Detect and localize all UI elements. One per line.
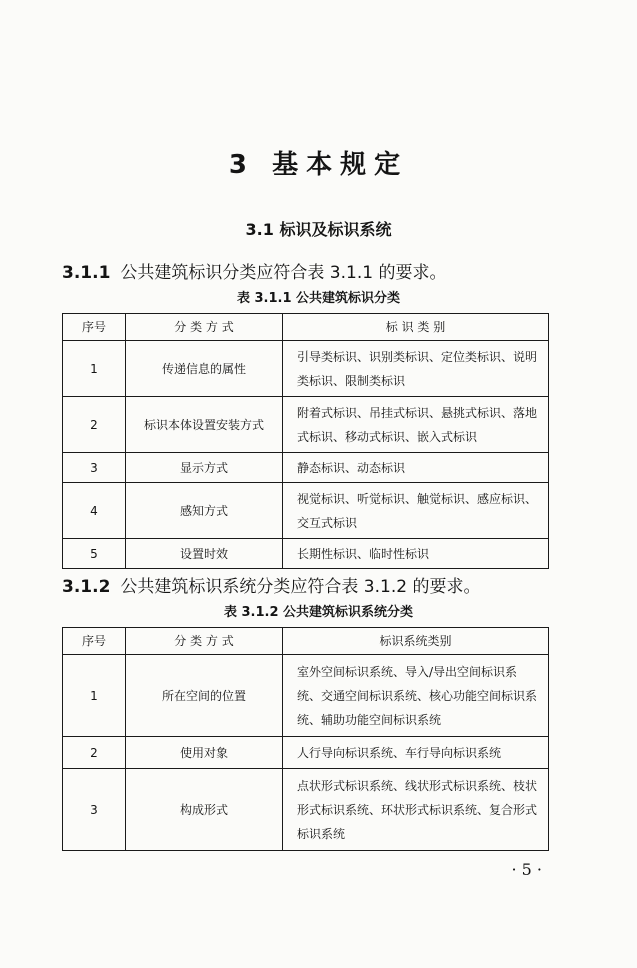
- table-cell: 所在空间的位置: [126, 655, 283, 737]
- section-title: 3.1 标识及标识系统: [245, 220, 392, 239]
- table-cell: 1: [63, 655, 126, 737]
- table-row: [63, 341, 549, 397]
- table-header-row: [63, 628, 549, 655]
- table-cell: 构成形式: [126, 769, 283, 851]
- table-cell: 设置时效: [126, 539, 283, 569]
- table-cell: 长期性标识、临时性标识: [283, 539, 549, 569]
- table-caption: 表 3.1.1 公共建筑标识分类: [236, 291, 401, 306]
- table-cell: 3: [63, 769, 126, 851]
- table-cell: 视觉标识、听觉标识、触觉标识、感应标识、交互式标识: [283, 483, 549, 539]
- table-cell: 使用对象: [126, 737, 283, 769]
- table-cell: 2: [63, 737, 126, 769]
- header-cell: 序号: [63, 628, 126, 655]
- table-row: [63, 453, 549, 483]
- header-cell: 分 类 方 式: [126, 314, 283, 341]
- table-cell: 5: [63, 539, 126, 569]
- table-caption: 表 3.1.2 公共建筑标识系统分类: [223, 605, 414, 620]
- table-cell: 感知方式: [126, 483, 283, 539]
- page-number: · 5 ·: [511, 860, 542, 879]
- table-3-1-2: [62, 627, 549, 851]
- table-cell: 1: [63, 341, 126, 397]
- chapter-title: 3 基本规定: [228, 150, 409, 180]
- table-3-1-1: [62, 313, 549, 569]
- table-cell: 显示方式: [126, 453, 283, 483]
- table-row: [63, 483, 549, 539]
- table-row: [63, 539, 549, 569]
- table-cell: 附着式标识、吊挂式标识、悬挑式标识、落地式标识、移动式标识、嵌入式标识: [283, 397, 549, 453]
- table-cell: 引导类标识、识别类标识、定位类标识、说明类标识、限制类标识: [283, 341, 549, 397]
- table-row: [63, 655, 549, 737]
- table-cell: 4: [63, 483, 126, 539]
- header-cell: 序号: [63, 314, 126, 341]
- table-cell: 传递信息的属性: [126, 341, 283, 397]
- table-cell: 点状形式标识系统、线状形式标识系统、枝状形式标识系统、环状形式标识系统、复合形式标识系统: [283, 769, 549, 851]
- clause-number: 3.1.1: [62, 263, 111, 283]
- clause-number: 3.1.2: [62, 577, 111, 597]
- table-row: [63, 769, 549, 851]
- header-cell: 标识系统类别: [283, 628, 549, 655]
- header-cell: 分 类 方 式: [126, 628, 283, 655]
- clause-text: 公共建筑标识系统分类应符合表 3.1.2 的要求。: [120, 577, 481, 597]
- table-row: [63, 737, 549, 769]
- table-cell: 标识本体设置安装方式: [126, 397, 283, 453]
- clause-3-1-2: [62, 572, 480, 597]
- header-cell: 标 识 类 别: [283, 314, 549, 341]
- table-row: [63, 397, 549, 453]
- table-cell: 人行导向标识系统、车行导向标识系统: [283, 737, 549, 769]
- clause-text: 公共建筑标识分类应符合表 3.1.1 的要求。: [120, 263, 447, 283]
- table-cell: 3: [63, 453, 126, 483]
- table-cell: 室外空间标识系统、导入/导出空间标识系统、交通空间标识系统、核心功能空间标识系统、辅助功能空间标识系统: [283, 655, 549, 737]
- table-cell: 静态标识、动态标识: [283, 453, 549, 483]
- clause-3-1-1: [62, 258, 446, 283]
- table-header-row: [63, 314, 549, 341]
- table-cell: 2: [63, 397, 126, 453]
